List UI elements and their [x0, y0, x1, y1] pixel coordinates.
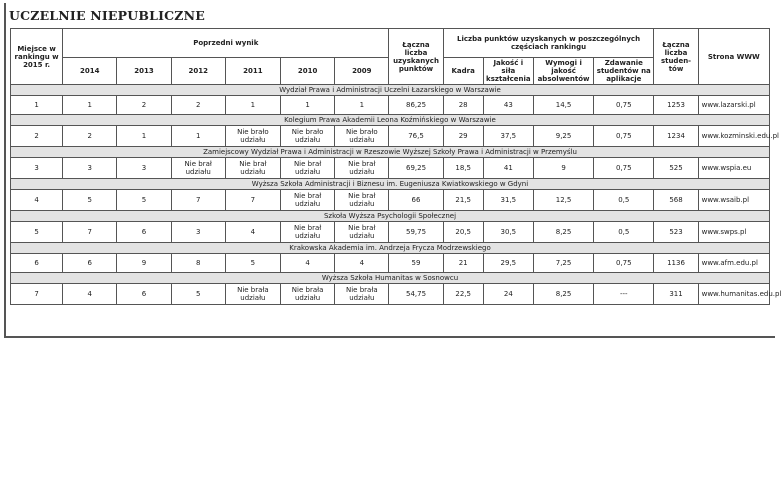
year-cell: Nie brał udziału — [281, 158, 335, 179]
year-cell: 4 — [281, 254, 335, 273]
part-cell: 29 — [443, 126, 483, 147]
header-part: Wymogi i jakość absolwentów — [533, 58, 593, 85]
year-cell: 3 — [63, 158, 117, 179]
year-cell: Nie brał udziału — [335, 222, 389, 243]
part-cell: 9,25 — [533, 126, 593, 147]
www-link[interactable]: www.humanitas.edu.pl — [698, 284, 769, 305]
points-cell: 59 — [389, 254, 443, 273]
header-year: 2011 — [225, 58, 280, 85]
students-cell: 525 — [654, 158, 698, 179]
part-cell: 29,5 — [483, 254, 533, 273]
points-cell: 59,75 — [389, 222, 443, 243]
www-link[interactable]: www.swps.pl — [698, 222, 769, 243]
year-cell: 7 — [171, 190, 225, 211]
year-cell: Nie brało udziału — [281, 126, 335, 147]
school-name-row: Wyższa Szkoła Humanitas w Sosnowcu — [11, 273, 770, 284]
part-cell: 22,5 — [443, 284, 483, 305]
header-total-points: Łączna liczba uzyskanych punktów — [389, 29, 443, 85]
rank-cell: 6 — [11, 254, 63, 273]
year-cell: Nie brał udziału — [225, 158, 280, 179]
year-cell: 8 — [171, 254, 225, 273]
year-cell: 7 — [63, 222, 117, 243]
year-cell: 6 — [117, 284, 171, 305]
part-cell: 20,5 — [443, 222, 483, 243]
part-cell: 0,5 — [594, 190, 654, 211]
year-cell: Nie brał udziału — [335, 190, 389, 211]
students-cell: 311 — [654, 284, 698, 305]
year-cell: Nie brało udziału — [225, 126, 280, 147]
part-cell: 28 — [443, 96, 483, 115]
part-cell: 30,5 — [483, 222, 533, 243]
year-cell: 1 — [63, 96, 117, 115]
header-parts: Liczba punktów uzyskanych w poszczególnych częściach rankingu — [443, 29, 654, 58]
header-www: Strona WWW — [698, 29, 769, 85]
part-cell: 37,5 — [483, 126, 533, 147]
header-part: Jakość i siła kształcenia — [483, 58, 533, 85]
year-cell: Nie brała udziału — [225, 284, 280, 305]
year-cell: 5 — [171, 284, 225, 305]
school-name-row: Wyższa Szkoła Administracji i Biznesu im. Eugeniusza Kwiatkowskiego w Gdyni — [11, 179, 770, 190]
year-cell: Nie brała udziału — [281, 284, 335, 305]
points-cell: 66 — [389, 190, 443, 211]
header-year: 2013 — [117, 58, 171, 85]
www-link[interactable]: www.wspia.eu — [698, 158, 769, 179]
part-cell: 24 — [483, 284, 533, 305]
year-cell: 4 — [63, 284, 117, 305]
part-cell: 41 — [483, 158, 533, 179]
year-cell: 1 — [225, 96, 280, 115]
students-cell: 1234 — [654, 126, 698, 147]
part-cell: 21,5 — [443, 190, 483, 211]
part-cell: 43 — [483, 96, 533, 115]
year-cell: Nie brał udziału — [171, 158, 225, 179]
year-cell: 1 — [171, 126, 225, 147]
students-cell: 568 — [654, 190, 698, 211]
school-name-row: Kolegium Prawa Akademii Leona Koźmińskiego w Warszawie — [11, 115, 770, 126]
rank-cell: 2 — [11, 126, 63, 147]
year-cell: Nie brał udziału — [281, 222, 335, 243]
rank-cell: 5 — [11, 222, 63, 243]
part-cell: 31,5 — [483, 190, 533, 211]
header-year: 2014 — [63, 58, 117, 85]
www-link[interactable]: www.afm.edu.pl — [698, 254, 769, 273]
students-cell: 523 — [654, 222, 698, 243]
year-cell: 4 — [225, 222, 280, 243]
header-rank: Miejsce w rankingu w 2015 r. — [11, 29, 63, 85]
year-cell: 5 — [117, 190, 171, 211]
www-link[interactable]: www.wsaib.pl — [698, 190, 769, 211]
part-cell: 18,5 — [443, 158, 483, 179]
school-name-row: Wydział Prawa i Administracji Uczelni Łazarskiego w Warszawie — [11, 85, 770, 96]
year-cell: 2 — [171, 96, 225, 115]
part-cell: 0,75 — [594, 126, 654, 147]
header-year: 2012 — [171, 58, 225, 85]
year-cell: 3 — [117, 158, 171, 179]
points-cell: 54,75 — [389, 284, 443, 305]
part-cell: 12,5 — [533, 190, 593, 211]
part-cell: 21 — [443, 254, 483, 273]
part-cell: 0,75 — [594, 158, 654, 179]
part-cell: 7,25 — [533, 254, 593, 273]
year-cell: Nie brała udziału — [335, 284, 389, 305]
year-cell: 5 — [225, 254, 280, 273]
year-cell: 4 — [335, 254, 389, 273]
year-cell: 1 — [281, 96, 335, 115]
points-cell: 69,25 — [389, 158, 443, 179]
www-link[interactable]: www.kozminski.edu.pl — [698, 126, 769, 147]
header-year: 2009 — [335, 58, 389, 85]
year-cell: 6 — [63, 254, 117, 273]
rank-cell: 7 — [11, 284, 63, 305]
year-cell: Nie brał udziału — [335, 158, 389, 179]
points-cell: 86,25 — [389, 96, 443, 115]
year-cell: Nie brał udziału — [281, 190, 335, 211]
year-cell: 1 — [117, 126, 171, 147]
header-part: Kadra — [443, 58, 483, 85]
part-cell: 0,75 — [594, 96, 654, 115]
www-link[interactable]: www.lazarski.pl — [698, 96, 769, 115]
part-cell: 0,5 — [594, 222, 654, 243]
part-cell: 0,75 — [594, 254, 654, 273]
students-cell: 1136 — [654, 254, 698, 273]
header-previous: Poprzedni wynik — [63, 29, 389, 58]
year-cell: 7 — [225, 190, 280, 211]
ranking-table — [10, 28, 781, 305]
year-cell: 5 — [63, 190, 117, 211]
year-cell: 9 — [117, 254, 171, 273]
school-name-row: Krakowska Akademia im. Andrzeja Frycza Modrzewskiego — [11, 243, 770, 254]
rank-cell: 4 — [11, 190, 63, 211]
part-cell: 8,25 — [533, 284, 593, 305]
page-title: UCZELNIE NIEPUBLICZNE — [9, 8, 205, 23]
header-part: Zdawanie studentów na aplikacje — [594, 58, 654, 85]
part-cell: --- — [594, 284, 654, 305]
header-students: Łączna liczba studen-tów — [654, 29, 698, 85]
header-year: 2010 — [281, 58, 335, 85]
rank-cell: 3 — [11, 158, 63, 179]
year-cell: 6 — [117, 222, 171, 243]
year-cell: 1 — [335, 96, 389, 115]
part-cell: 9 — [533, 158, 593, 179]
year-cell: Nie brało udziału — [335, 126, 389, 147]
year-cell: 2 — [117, 96, 171, 115]
rank-cell: 1 — [11, 96, 63, 115]
students-cell: 1253 — [654, 96, 698, 115]
school-name-row: Zamiejscowy Wydział Prawa i Administracji w Rzeszowie Wyższej Szkoły Prawa i Administracji w Przemyślu — [11, 147, 770, 158]
points-cell: 76,5 — [389, 126, 443, 147]
part-cell: 14,5 — [533, 96, 593, 115]
year-cell: 2 — [63, 126, 117, 147]
year-cell: 3 — [171, 222, 225, 243]
part-cell: 8,25 — [533, 222, 593, 243]
school-name-row: Szkoła Wyższa Psychologii Społecznej — [11, 211, 770, 222]
